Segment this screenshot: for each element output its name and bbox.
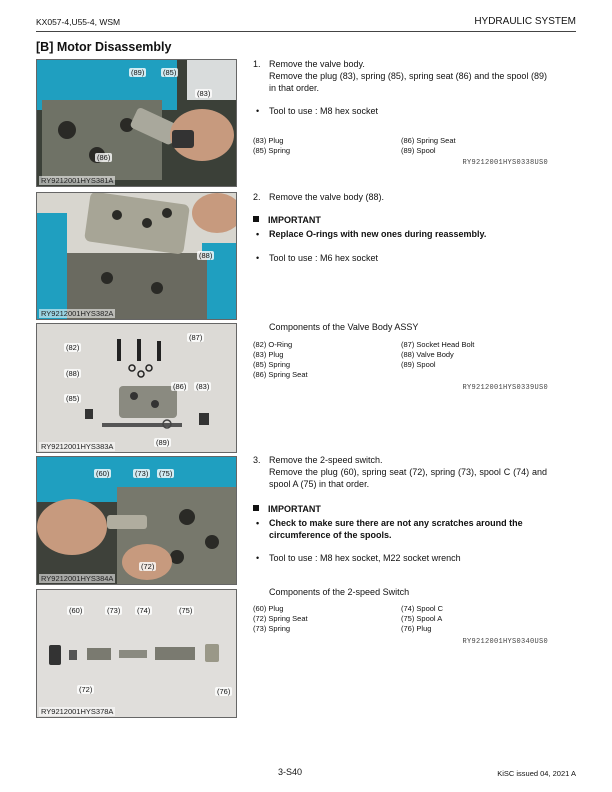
tool-bullet: • Tool to use : M8 hex socket, M22 socket wrench: [256, 553, 461, 563]
important-square-icon: [253, 216, 259, 222]
part-item: (82) O-Ring: [253, 340, 293, 349]
part-item: (72) Spring Seat: [253, 614, 308, 623]
callout: (85): [163, 68, 177, 77]
figure-caption: RY9212001HYS384A: [41, 574, 114, 583]
issue-note: KiSC issued 04, 2021 A: [497, 769, 576, 778]
figure-378: [36, 589, 237, 718]
step-3: [253, 454, 547, 490]
callout: (87): [189, 333, 203, 342]
important-heading: [253, 504, 321, 514]
callout: (82): [66, 343, 80, 352]
tool-bullet: • Tool to use : M8 hex socket: [256, 106, 379, 116]
parts-list-right: [401, 136, 456, 156]
callout: (88): [199, 251, 213, 260]
step-number: 2.: [253, 192, 261, 202]
callout: (73): [107, 606, 121, 615]
page-number: 3-S40: [278, 767, 303, 777]
part-item: (76) Plug: [401, 624, 432, 633]
important-label: IMPORTANT: [268, 504, 321, 514]
callout: (83): [197, 89, 211, 98]
callout: (74): [137, 606, 151, 615]
important-text: Check to make sure there are not any scratches around the circumference of the spools.: [269, 518, 523, 540]
part-item: (87) Socket Head Bolt: [401, 340, 475, 349]
part-item: (75) Spool A: [401, 614, 443, 623]
callout: (86): [173, 382, 187, 391]
part-item: (73) Spring: [253, 624, 291, 633]
part-item: (85) Spring: [253, 146, 291, 155]
parts-list-left: [253, 604, 308, 634]
header-rule: [36, 31, 576, 32]
part-item: (88) Valve Body: [401, 350, 454, 359]
tool-bullet: • Tool to use : M6 hex socket: [256, 253, 379, 263]
important-bullet: • Replace O-rings with new ones during reassembly.: [256, 229, 487, 239]
callout: (83): [196, 382, 210, 391]
reference-code: RY9212001HYS0339US0: [462, 384, 548, 392]
callout: (86): [97, 153, 111, 162]
part-item: (83) Plug: [253, 350, 284, 359]
tool-text: Tool to use : M8 hex socket, M22 socket wrench: [269, 553, 461, 563]
callout: (88): [66, 369, 80, 378]
part-item: (86) Spring Seat: [253, 370, 308, 379]
step-1: [253, 58, 547, 94]
figure-caption: RY9212001HYS382A: [41, 309, 114, 318]
part-item: (85) Spring: [253, 360, 291, 369]
part-item: (89) Spool: [401, 360, 436, 369]
callout: (72): [141, 562, 155, 571]
figure-382: [36, 192, 237, 320]
callout: (73): [135, 469, 149, 478]
reference-code: RY9212001HYS0338US0: [462, 159, 548, 167]
tool-text: Tool to use : M8 hex socket: [269, 106, 379, 116]
part-item: (86) Spring Seat: [401, 136, 456, 145]
photo-valve-body-spool: [37, 60, 236, 186]
figure-381: [36, 59, 237, 187]
parts-list-right: [401, 604, 443, 634]
section-title: [B] Motor Disassembly: [36, 40, 172, 54]
part-item: (89) Spool: [401, 146, 436, 155]
callout: (89): [156, 438, 170, 447]
tool-text: Tool to use : M6 hex socket: [269, 253, 379, 263]
callout: (60): [96, 469, 110, 478]
header-model: KX057-4,U55-4, WSM: [36, 17, 121, 27]
step-text: Remove the plug (83), spring (85), spring seat (86) and the spool (89) in that order.: [269, 71, 547, 93]
callout: (72): [79, 685, 93, 694]
part-item: (60) Plug: [253, 604, 284, 613]
important-square-icon: [253, 505, 259, 511]
step-text: Remove the valve body.: [269, 59, 365, 69]
step-number: 1.: [253, 59, 261, 69]
important-text: Replace O-rings with new ones during reassembly.: [269, 229, 487, 239]
figure-383: [36, 323, 237, 453]
step-number: 3.: [253, 455, 261, 465]
header-section: HYDRAULIC SYSTEM: [474, 16, 576, 27]
part-item: (83) Plug: [253, 136, 284, 145]
figure-caption: RY9212001HYS381A: [41, 176, 114, 185]
step-text: Remove the plug (60), spring seat (72), spring (73), spool C (74) and spool A (75) in that order.: [269, 467, 547, 489]
callout: (75): [179, 606, 193, 615]
parts-list-right: [401, 340, 474, 370]
step-text: Remove the 2-speed switch.: [269, 455, 383, 465]
figure-caption: RY9212001HYS383A: [41, 442, 114, 451]
important-bullet: • Check to make sure there are not any scratches around the circumference of the spools.: [256, 517, 548, 541]
figure-caption: RY9212001HYS378A: [41, 707, 114, 716]
reference-code: RY9212001HYS0340US0: [462, 638, 548, 646]
callout: (85): [66, 394, 80, 403]
callout: (89): [131, 68, 145, 77]
callout: (60): [69, 606, 83, 615]
important-heading: [253, 215, 321, 225]
part-item: (74) Spool C: [401, 604, 444, 613]
components-title: Components of the 2-speed Switch: [269, 587, 410, 597]
components-title: Components of the Valve Body ASSY: [269, 322, 419, 332]
step-2: [253, 191, 547, 203]
callout: (75): [159, 469, 173, 478]
step-text: Remove the valve body (88).: [269, 192, 385, 202]
parts-list-left: [253, 136, 290, 156]
important-label: IMPORTANT: [268, 215, 321, 225]
parts-list-left: [253, 340, 308, 380]
callout: (76): [217, 687, 231, 696]
figure-384: [36, 456, 237, 585]
